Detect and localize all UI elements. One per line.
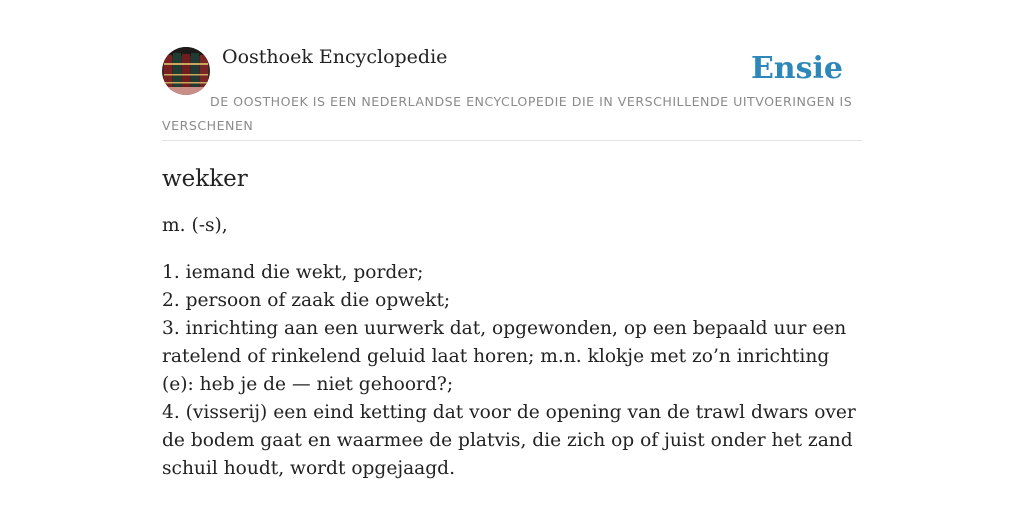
source-title[interactable]: Oosthoek Encyclopedie: [222, 46, 448, 68]
source-description: DE OOSTHOEK IS EEN NEDERLANDSE ENCYCLOPEDIE DIE IN VERSCHILLENDE UITVOERINGEN IS VERSCHENEN: [162, 94, 853, 133]
ensie-logo-link[interactable]: Ensie: [750, 51, 843, 86]
definition-1: 1. iemand die wekt, porder;: [162, 262, 424, 283]
source-header: [162, 46, 862, 141]
entry-article: [162, 162, 862, 483]
entry-term: wekker: [162, 166, 248, 192]
definition-2: 2. persoon of zaak die opwekt;: [162, 290, 451, 311]
definition-4: 4. (visserij) een eind ketting dat voor de opening van de trawl dwars over de bodem gaat en waarmee de platvis, die zich op of juist onder het zand schuil houdt, wordt opgejaagd.: [162, 402, 856, 479]
book-spines-icon: [162, 47, 210, 95]
source-avatar[interactable]: [162, 47, 210, 95]
definition-3: 3. inrichting aan een uurwerk dat, opgewonden, op een bepaald uur een ratelend of rinkelend geluid laat horen; m.n. klokje met zo’n inrichting (e): heb je de — niet gehoord?;: [162, 318, 847, 395]
entry-grammar: m. (-s),: [162, 215, 228, 236]
definition-list: [162, 259, 862, 483]
